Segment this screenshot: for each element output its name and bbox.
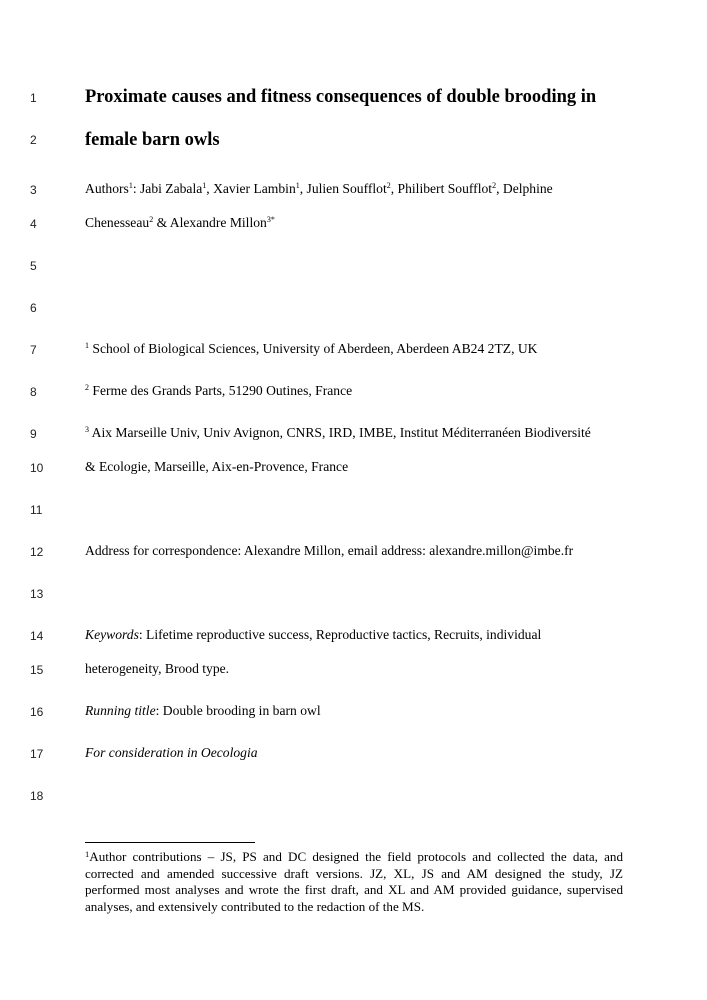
affiliation-mark: 2 — [386, 181, 391, 190]
authors-label: Authors — [85, 181, 129, 196]
line-number: 16 — [30, 705, 44, 719]
keywords-line-2: heterogeneity, Brood type. — [85, 661, 230, 676]
running-title — [85, 703, 321, 719]
line-number: 6 — [30, 301, 37, 315]
line-number: 18 — [30, 789, 44, 803]
affiliation-1 — [85, 341, 538, 357]
affiliation-3 — [85, 425, 591, 441]
affiliation-mark: 3* — [266, 215, 275, 224]
author-name: , Delphine — [496, 181, 553, 196]
footnote-divider — [85, 842, 255, 843]
affiliation-mark: 2 — [85, 383, 89, 392]
authors-line-1 — [85, 181, 553, 197]
line-number: 8 — [30, 385, 37, 399]
line-number: 15 — [30, 663, 44, 677]
line-number: 5 — [30, 259, 37, 273]
author-name: , Xavier Lambin — [206, 181, 296, 196]
author-name: , Philibert Soufflot — [390, 181, 493, 196]
affiliation-text: Aix Marseille Univ, Univ Avignon, CNRS, IRD, IMBE, Institut Méditerranéen Biodiversité — [89, 425, 591, 440]
affiliation-2 — [85, 383, 352, 399]
line-number: 2 — [30, 133, 37, 147]
running-title-label: Running title — [85, 703, 156, 718]
running-title-text: : Double brooding in barn owl — [155, 703, 321, 718]
line-number: 1 — [30, 91, 37, 105]
affiliation-mark: 1 — [202, 181, 207, 190]
paper-title-line-1: Proximate causes and fitness consequences of double brooding in — [85, 87, 597, 107]
line-number: 10 — [30, 461, 44, 475]
line-number: 13 — [30, 587, 44, 601]
affiliation-text: Ferme des Grands Parts, 51290 Outines, France — [89, 383, 353, 398]
line-number: 11 — [30, 503, 43, 517]
author-name: , Julien Soufflot — [299, 181, 387, 196]
correspondence-address: Address for correspondence: Alexandre Millon, email address: alexandre.millon@imbe.fr — [85, 543, 574, 558]
author-name: & Alexandre Millon — [153, 215, 267, 230]
keywords-label: Keywords — [85, 627, 139, 642]
keywords-line-1 — [85, 627, 541, 643]
affiliation-mark: 3 — [85, 425, 89, 434]
keywords-text: : Lifetime reproductive success, Reproductive tactics, Recruits, individual — [138, 627, 542, 642]
affiliation-3-continued: & Ecologie, Marseille, Aix-en-Provence, France — [85, 459, 349, 474]
journal-consideration: For consideration in Oecologia — [85, 745, 258, 760]
affiliation-mark: 1 — [85, 341, 89, 350]
line-number: 7 — [30, 343, 37, 357]
affiliation-mark: 1 — [295, 181, 300, 190]
affiliation-text: School of Biological Sciences, University of Aberdeen, Aberdeen AB24 2TZ, UK — [89, 341, 538, 356]
footnote-text: Author contributions – JS, PS and DC designed the field protocols and collected the data, and corrected and amended successive draft versions. JZ, XL, JS and AM designed the study, JZ performed most analyses and wrote the first draft, and XL and AM provided guidance, supervised analyses, and extensively contributed to the redaction of the MS. — [85, 849, 623, 914]
line-number: 4 — [30, 217, 37, 231]
line-number: 12 — [30, 545, 44, 559]
author-name: Jabi Zabala — [136, 181, 203, 196]
affiliation-mark: 2 — [492, 181, 497, 190]
paper-title-line-2: female barn owls — [85, 130, 220, 150]
author-name: Chenesseau — [85, 215, 150, 230]
authors-line-2 — [85, 215, 275, 231]
line-number: 17 — [30, 747, 44, 761]
line-number: 3 — [30, 183, 37, 197]
line-number: 14 — [30, 629, 44, 643]
authors-colon: : — [132, 181, 137, 196]
footnote-mark: 1 — [85, 849, 90, 859]
line-number: 9 — [30, 427, 37, 441]
affiliation-mark: 2 — [149, 215, 154, 224]
author-contributions-footnote — [85, 849, 623, 915]
footnote-mark: 1 — [128, 181, 133, 190]
